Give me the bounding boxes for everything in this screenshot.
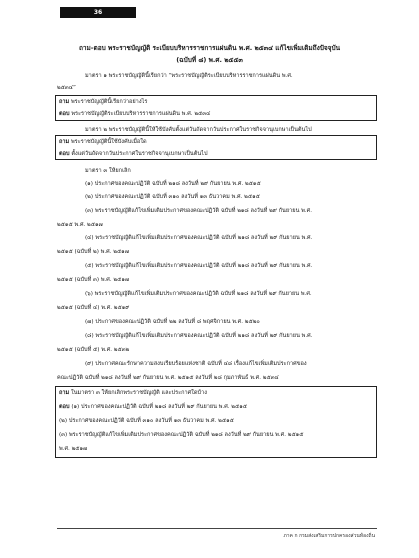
qa-3-answer-text: (๑) ประกาศของคณะปฏิวัติ ฉบับที่ ๒๑๘ ลงวันที่ ๒๙ กันยายน พ.ศ. ๒๕๑๕ [71, 404, 248, 410]
section-3-item: (๘) พระราชบัญญัติแก้ไขเพิ่มเติมประกาศของคณะปฏิวัติ ฉบับที่ ๒๑๘ ลงวันที่ ๒๙ กันยายน พ.ศ. [85, 333, 313, 339]
section-3-intro: มาตรา ๓ ให้ยกเลิก [85, 168, 131, 174]
qa-3-question [56, 389, 376, 397]
section-3-item-cont: ๒๕๑๕ (ฉบับที่ ๓) พ.ศ. ๒๕๑๗ [57, 277, 130, 283]
qa-3-question-label: ถาม [59, 390, 70, 396]
section-3-item-cont: คณะปฏิวัติ ฉบับที่ ๒๑๘ ลงวันที่ ๒๙ กันยายน พ.ศ. ๒๕๑๕ ลงวันที่ ๒๘ กุมภาพันธ์ พ.ศ. ๒๕๓๔ [57, 375, 279, 381]
footer-rule [57, 528, 377, 529]
section-3-item-cont: ๒๕๑๕ พ.ศ. ๒๕๑๗ [57, 222, 103, 228]
qa-1-answer-text: พระราชบัญญัติระเบียบบริหารราชการแผ่นดิน พ.ศ. ๒๕๓๔ [71, 111, 211, 117]
qa-box-2 [55, 135, 377, 160]
document-subtitle: (ฉบับที่ ๘) พ.ศ. ๒๕๕๓ [176, 56, 243, 64]
qa-3-answer-line: (๒) ประกาศของคณะปฏิวัติ ฉบับที่ ๓๑๐ ลงวันที่ ๑๓ ธันวาคม พ.ศ. ๒๕๑๕ [59, 418, 234, 424]
qa-box-1 [55, 95, 377, 121]
section-3-item: (๙) ประกาศคณะรักษาความสงบเรียบร้อยแห่งชาติ ฉบับที่ ๔๘ เรื่องแก้ไขเพิ่มเติมประกาศของ [85, 361, 307, 367]
document-title: ถาม-ตอบ พระราชบัญญัติ ระเบียบบริหารราชการแผ่นดิน พ.ศ. ๒๕๓๔ แก้ไขเพิ่มเติมถึงปัจจุบัน [78, 44, 341, 52]
qa-2-question-label: ถาม [59, 139, 70, 145]
section-3-item-cont: ๒๕๑๕ (ฉบับที่ ๒) พ.ศ. ๒๕๑๗ [57, 249, 129, 255]
qa-3-answer-line: (๓) พระราชบัญญัติแก้ไขเพิ่มเติมประกาศของคณะปฏิวัติ ฉบับที่ ๒๑๘ ลงวันที่ ๒๙ กันยายน พ.ศ. ๒๕๑๕ [59, 432, 304, 438]
section-2-line: มาตรา ๒ พระราชบัญญัตินี้ให้ใช้บังคับตั้งแต่วันถัดจากวันประกาศในราชกิจจานุเบกษาเป็นต้นไป [85, 127, 312, 133]
section-3-item-cont: ๒๕๑๕ (ฉบับที่ ๕) พ.ศ. ๒๕๓๒ [57, 347, 130, 353]
qa-3-answer-label: ตอบ [59, 404, 70, 410]
qa-2-question-text: พระราชบัญญัตินี้ใช้บังคับเมื่อใด [71, 139, 147, 145]
qa-1-answer [56, 110, 376, 118]
section-3-item: (๔) พระราชบัญญัติแก้ไขเพิ่มเติมประกาศของคณะปฏิวัติ ฉบับที่ ๒๑๘ ลงวันที่ ๒๙ กันยายน พ.ศ. [85, 235, 313, 241]
qa-1-question-label: ถาม [59, 99, 70, 105]
section-1-line-1: มาตรา ๑ พระราชบัญญัตินี้เรียกว่า “พระราชบัญญัติระเบียบบริหารราชการแผ่นดิน พ.ศ. [85, 73, 293, 79]
qa-2-question [56, 138, 376, 146]
qa-1-answer-label: ตอบ [59, 111, 70, 117]
section-3-item: (๓) พระราชบัญญัติแก้ไขเพิ่มเติมประกาศของคณะปฏิวัติ ฉบับที่ ๒๑๘ ลงวันที่ ๒๙ กันยายน พ.ศ. [85, 208, 312, 214]
qa-3-answer-line [56, 403, 376, 411]
qa-3-question-text: ในมาตรา ๓ ให้ยกเลิกพระราชบัญญัติ และประกาศใดบ้าง [71, 390, 207, 396]
section-1-line-2: ๒๕๓๔” [57, 85, 76, 91]
section-3-item: (๕) พระราชบัญญัติแก้ไขเพิ่มเติมประกาศของคณะปฏิวัติ ฉบับที่ ๒๑๘ ลงวันที่ ๒๙ กันยายน พ.ศ. [85, 263, 313, 269]
qa-2-answer [56, 150, 376, 158]
section-3-item: (๗) ประกาศของคณะปฏิวัติ ฉบับที่ ๒๒ ลงวันที่ ๘ พฤศจิกายน พ.ศ. ๒๕๒๐ [85, 319, 260, 325]
qa-box-3 [55, 386, 377, 458]
qa-3-answer-line: พ.ศ. ๒๕๑๗ [59, 446, 88, 452]
section-3-item: (๖) พระราชบัญญัติแก้ไขเพิ่มเติมประกาศของคณะปฏิวัติ ฉบับที่ ๒๑๘ ลงวันที่ ๒๙ กันยายน พ.ศ. [85, 291, 312, 297]
qa-1-question [56, 98, 376, 106]
footer-text: ภาค ก กรมส่งเสริมการปกครองส่วนท้องถิ่น [283, 533, 375, 539]
section-3-item: (๑) ประกาศของคณะปฏิวัติ ฉบับที่ ๒๑๘ ลงวันที่ ๒๙ กันยายน พ.ศ. ๒๕๑๕ [85, 181, 261, 187]
section-3-item-cont: ๒๕๑๕ (ฉบับที่ ๔) พ.ศ. ๒๕๑๙ [57, 305, 130, 311]
qa-2-answer-text: ตั้งแต่วันถัดจากวันประกาศในราชกิจจานุเบกษาเป็นต้นไป [71, 151, 208, 157]
section-3-item: (๒) ประกาศของคณะปฏิวัติ ฉบับที่ ๓๑๐ ลงวันที่ ๑๓ ธันวาคม พ.ศ. ๒๕๑๕ [85, 194, 260, 200]
page-number-badge: 36 [60, 7, 136, 18]
qa-2-answer-label: ตอบ [59, 151, 70, 157]
qa-1-question-text: พระราชบัญญัตินี้เรียกว่าอย่างไร [71, 99, 148, 105]
